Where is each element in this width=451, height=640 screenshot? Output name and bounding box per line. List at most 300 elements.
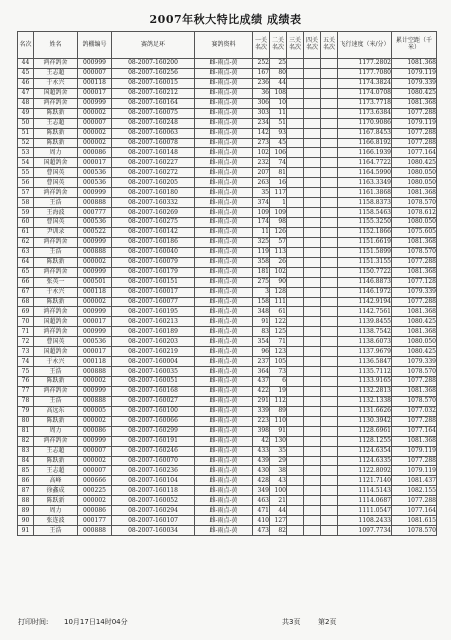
cell-stage4	[304, 426, 321, 436]
cell-speed: 1132.1338	[338, 396, 392, 406]
table-row	[18, 227, 437, 237]
cell-stage4	[304, 247, 321, 257]
cell-name: 王浩	[34, 198, 78, 208]
cell-name: 鸿祥鸽舍	[34, 436, 78, 446]
cell-distance: 1077.288	[392, 377, 437, 387]
cell-distance: 1081.368	[392, 188, 437, 198]
cell-stage2: 91	[270, 426, 287, 436]
cell-pigeon-info: 雌-雨点-黄	[195, 426, 253, 436]
cell-stage1: 439	[253, 456, 270, 466]
cell-rank: 48	[18, 98, 34, 108]
cell-ring: 08-2007-160142	[112, 227, 195, 237]
cell-rank: 50	[18, 118, 34, 128]
cell-loft-id: 000522	[78, 227, 112, 237]
cell-name: 陈跃新	[34, 297, 78, 307]
cell-stage5	[321, 476, 338, 486]
cell-ring: 08-2007-160027	[112, 396, 195, 406]
cell-stage5	[321, 267, 338, 277]
cell-ring: 08-2007-160075	[112, 108, 195, 118]
cell-pigeon-info: 雌-雨点-黄	[195, 456, 253, 466]
cell-stage2: 38	[270, 466, 287, 476]
cell-rank: 91	[18, 526, 34, 536]
cell-stage5	[321, 247, 338, 257]
table-row	[18, 148, 437, 158]
cell-stage1: 325	[253, 237, 270, 247]
cell-name: 王志超	[34, 466, 78, 476]
cell-distance: 1080.050	[392, 218, 437, 228]
cell-stage4	[304, 168, 321, 178]
cell-pigeon-info: 雌-雨点-黄	[195, 307, 253, 317]
cell-stage1: 83	[253, 327, 270, 337]
cell-rank: 60	[18, 218, 34, 228]
cell-pigeon-info: 雌-雨点-黄	[195, 386, 253, 396]
cell-stage4	[304, 227, 321, 237]
cell-stage3	[287, 267, 304, 277]
cell-name: 周力	[34, 426, 78, 436]
cell-distance: 1080.425	[392, 158, 437, 168]
cell-ring: 08-2007-160227	[112, 158, 195, 168]
cell-ring: 08-2007-160272	[112, 168, 195, 178]
cell-rank: 68	[18, 297, 34, 307]
cell-stage4	[304, 178, 321, 188]
table-row	[18, 98, 437, 108]
cell-speed: 1146.1972	[338, 287, 392, 297]
page-title: 2007年秋大特比成绩 成绩表	[149, 13, 302, 26]
cell-rank: 83	[18, 446, 34, 456]
table-row	[18, 327, 437, 337]
cell-stage1: 374	[253, 198, 270, 208]
cell-distance: 1077.288	[392, 297, 437, 307]
cell-name: 王浩	[34, 396, 78, 406]
cell-stage3	[287, 247, 304, 257]
cell-stage4	[304, 148, 321, 158]
cell-name: 于永兴	[34, 357, 78, 367]
cell-loft-id: 000005	[78, 406, 112, 416]
cell-stage5	[321, 386, 338, 396]
cell-stage4	[304, 208, 321, 218]
cell-ring: 08-2007-160299	[112, 426, 195, 436]
table-row	[18, 267, 437, 277]
cell-pigeon-info: 雌-雨点-黄	[195, 59, 253, 69]
cell-stage2: 35	[270, 446, 287, 456]
cell-stage3	[287, 59, 304, 69]
results-table	[17, 31, 437, 536]
cell-loft-id: 000002	[78, 377, 112, 387]
col-header-ring: 赛鸽足环	[112, 32, 195, 59]
cell-stage3	[287, 188, 304, 198]
cell-pigeon-info: 雌-雨点-黄	[195, 257, 253, 267]
cell-stage2: 81	[270, 168, 287, 178]
cell-pigeon-info: 雌-雨点-黄	[195, 476, 253, 486]
cell-stage5	[321, 168, 338, 178]
cell-distance: 1077.288	[392, 257, 437, 267]
cell-stage2: 108	[270, 88, 287, 98]
cell-distance: 1077.164	[392, 426, 437, 436]
cell-pigeon-info: 雌-雨点-黄	[195, 208, 253, 218]
cell-stage3	[287, 227, 304, 237]
cell-rank: 70	[18, 317, 34, 327]
cell-ring: 08-2007-160246	[112, 446, 195, 456]
cell-stage2: 6	[270, 377, 287, 387]
cell-stage1: 252	[253, 59, 270, 69]
cell-loft-id: 000177	[78, 516, 112, 526]
cell-loft-id: 000888	[78, 247, 112, 257]
cell-stage5	[321, 148, 338, 158]
cell-stage4	[304, 59, 321, 69]
cell-loft-id: 000118	[78, 287, 112, 297]
cell-stage1: 158	[253, 297, 270, 307]
cell-rank: 82	[18, 436, 34, 446]
table-row	[18, 436, 437, 446]
cell-pigeon-info: 雌-雨点-黄	[195, 436, 253, 446]
col-header-stage4: 四关名次	[304, 32, 321, 59]
cell-rank: 47	[18, 88, 34, 98]
cell-distance: 1077.164	[392, 506, 437, 516]
cell-stage2: 29	[270, 456, 287, 466]
cell-stage4	[304, 347, 321, 357]
cell-name: 鸿祥鸽舍	[34, 327, 78, 337]
cell-distance: 1077.288	[392, 416, 437, 426]
cell-stage4	[304, 108, 321, 118]
cell-stage4	[304, 188, 321, 198]
cell-stage2: 100	[270, 486, 287, 496]
cell-stage5	[321, 257, 338, 267]
cell-stage5	[321, 466, 338, 476]
cell-stage1: 42	[253, 436, 270, 446]
cell-name: 王志超	[34, 68, 78, 78]
cell-stage2: 89	[270, 406, 287, 416]
cell-stage1: 349	[253, 486, 270, 496]
cell-stage2: 106	[270, 148, 287, 158]
cell-name: 周力	[34, 148, 78, 158]
cell-name: 于永兴	[34, 78, 78, 88]
table-row	[18, 456, 437, 466]
cell-stage4	[304, 307, 321, 317]
cell-speed: 1163.3349	[338, 178, 392, 188]
cell-loft-id: 000777	[78, 208, 112, 218]
cell-stage4	[304, 496, 321, 506]
cell-stage1: 167	[253, 68, 270, 78]
cell-pigeon-info: 雌-雨点-黄	[195, 297, 253, 307]
cell-distance: 1078.570	[392, 198, 437, 208]
cell-stage2: 112	[270, 396, 287, 406]
table-row	[18, 208, 437, 218]
cell-stage1: 291	[253, 396, 270, 406]
cell-name: 王浩	[34, 526, 78, 536]
table-row	[18, 347, 437, 357]
cell-pigeon-info: 雌-雨点-黄	[195, 237, 253, 247]
cell-ring: 08-2007-160186	[112, 237, 195, 247]
cell-ring: 08-2007-160107	[112, 516, 195, 526]
cell-distance: 1075.605	[392, 227, 437, 237]
cell-rank: 72	[18, 337, 34, 347]
cell-name: 曹国英	[34, 218, 78, 228]
cell-speed: 1173.6384	[338, 108, 392, 118]
table-row	[18, 178, 437, 188]
cell-ring: 08-2007-160332	[112, 198, 195, 208]
cell-stage5	[321, 68, 338, 78]
cell-stage2: 19	[270, 386, 287, 396]
cell-pigeon-info: 雌-雨点-黄	[195, 396, 253, 406]
cell-distance: 1081.368	[392, 98, 437, 108]
table-row	[18, 88, 437, 98]
cell-stage4	[304, 88, 321, 98]
cell-stage2: 130	[270, 436, 287, 446]
cell-loft-id: 000999	[78, 267, 112, 277]
cell-stage1: 102	[253, 148, 270, 158]
cell-stage1: 364	[253, 367, 270, 377]
cell-ring: 08-2007-160294	[112, 506, 195, 516]
cell-stage1: 273	[253, 138, 270, 148]
cell-stage1: 207	[253, 168, 270, 178]
cell-stage3	[287, 496, 304, 506]
cell-name: 国超鸽舍	[34, 158, 78, 168]
table-row	[18, 128, 437, 138]
cell-rank: 88	[18, 496, 34, 506]
cell-stage3	[287, 257, 304, 267]
col-header-pigeon-info: 赛鸽资料	[195, 32, 253, 59]
cell-loft-id: 000999	[78, 59, 112, 69]
cell-stage1: 303	[253, 108, 270, 118]
cell-stage1: 473	[253, 526, 270, 536]
cell-name: 陈跃新	[34, 456, 78, 466]
cell-loft-id: 000888	[78, 198, 112, 208]
cell-distance: 1081.368	[392, 386, 437, 396]
cell-stage5	[321, 377, 338, 387]
cell-pigeon-info: 雌-雨点-黄	[195, 347, 253, 357]
cell-stage4	[304, 267, 321, 277]
cell-stage4	[304, 406, 321, 416]
cell-speed: 1097.7734	[338, 526, 392, 536]
cell-stage4	[304, 466, 321, 476]
cell-speed: 1121.7140	[338, 476, 392, 486]
cell-stage5	[321, 396, 338, 406]
cell-stage4	[304, 68, 321, 78]
cell-stage3	[287, 416, 304, 426]
cell-distance: 1081.368	[392, 307, 437, 317]
cell-distance: 1079.339	[392, 357, 437, 367]
table-row	[18, 526, 437, 536]
cell-stage4	[304, 377, 321, 387]
cell-distance: 1081.368	[392, 327, 437, 337]
cell-distance: 1080.050	[392, 178, 437, 188]
cell-rank: 52	[18, 138, 34, 148]
cell-rank: 56	[18, 178, 34, 188]
cell-loft-id: 000086	[78, 506, 112, 516]
table-row	[18, 406, 437, 416]
cell-loft-id: 000501	[78, 277, 112, 287]
cell-stage3	[287, 168, 304, 178]
cell-stage4	[304, 198, 321, 208]
cell-pigeon-info: 雌-雨点-黄	[195, 486, 253, 496]
cell-loft-id: 000086	[78, 426, 112, 436]
table-row	[18, 516, 437, 526]
cell-ring: 08-2007-160168	[112, 386, 195, 396]
cell-name: 鸿祥鸽舍	[34, 59, 78, 69]
cell-rank: 66	[18, 277, 34, 287]
col-header-stage1: 一关名次	[253, 32, 270, 59]
cell-stage5	[321, 317, 338, 327]
cell-distance: 1080.425	[392, 347, 437, 357]
cell-stage4	[304, 506, 321, 516]
table-row	[18, 158, 437, 168]
cell-rank: 73	[18, 347, 34, 357]
cell-stage4	[304, 297, 321, 307]
cell-stage4	[304, 237, 321, 247]
cell-name: 陈跃新	[34, 138, 78, 148]
table-row	[18, 277, 437, 287]
cell-distance: 1081.368	[392, 237, 437, 247]
cell-stage2: 71	[270, 337, 287, 347]
cell-loft-id: 000536	[78, 218, 112, 228]
cell-stage3	[287, 108, 304, 118]
cell-stage1: 463	[253, 496, 270, 506]
cell-stage4	[304, 257, 321, 267]
cell-stage3	[287, 406, 304, 416]
cell-stage1: 36	[253, 88, 270, 98]
cell-loft-id: 000999	[78, 386, 112, 396]
cell-stage5	[321, 506, 338, 516]
cell-pigeon-info: 雌-雨点-黄	[195, 406, 253, 416]
cell-pigeon-info: 雌-雨点-黄	[195, 267, 253, 277]
cell-stage1: 237	[253, 357, 270, 367]
cell-distance: 1081.368	[392, 267, 437, 277]
table-row	[18, 287, 437, 297]
col-header-stage5: 五关名次	[321, 32, 338, 59]
cell-speed: 1108.2433	[338, 516, 392, 526]
cell-speed: 1139.8455	[338, 317, 392, 327]
cell-speed: 1142.9194	[338, 297, 392, 307]
cell-loft-id: 000666	[78, 476, 112, 486]
cell-stage3	[287, 347, 304, 357]
table-row	[18, 138, 437, 148]
cell-loft-id: 000999	[78, 98, 112, 108]
cell-stage4	[304, 436, 321, 446]
cell-stage4	[304, 128, 321, 138]
cell-stage3	[287, 337, 304, 347]
cell-stage4	[304, 327, 321, 337]
cell-ring: 08-2007-160078	[112, 138, 195, 148]
cell-loft-id: 000007	[78, 446, 112, 456]
cell-distance: 1081.615	[392, 516, 437, 526]
cell-distance: 1081.368	[392, 59, 437, 69]
cell-speed: 1128.1255	[338, 436, 392, 446]
cell-stage1: 348	[253, 307, 270, 317]
cell-speed: 1114.5143	[338, 486, 392, 496]
cell-stage2: 90	[270, 277, 287, 287]
cell-pigeon-info: 雌-雨点-黄	[195, 506, 253, 516]
cell-speed: 1155.3250	[338, 218, 392, 228]
cell-ring: 08-2007-160236	[112, 466, 195, 476]
cell-stage2: 44	[270, 506, 287, 516]
cell-stage5	[321, 416, 338, 426]
cell-stage5	[321, 198, 338, 208]
cell-stage5	[321, 178, 338, 188]
cell-ring: 08-2007-160189	[112, 327, 195, 337]
cell-stage2: 113	[270, 247, 287, 257]
cell-loft-id: 000002	[78, 128, 112, 138]
table-row	[18, 188, 437, 198]
cell-stage1: 437	[253, 377, 270, 387]
cell-rank: 86	[18, 476, 34, 486]
cell-loft-id: 000007	[78, 466, 112, 476]
cell-speed: 1151.6619	[338, 237, 392, 247]
cell-pigeon-info: 雌-雨点-黄	[195, 88, 253, 98]
cell-loft-id: 000999	[78, 327, 112, 337]
cell-stage5	[321, 59, 338, 69]
cell-speed: 1151.3155	[338, 257, 392, 267]
cell-stage4	[304, 526, 321, 536]
page-number: 第2页	[318, 618, 337, 626]
cell-speed: 1173.7718	[338, 98, 392, 108]
cell-stage3	[287, 287, 304, 297]
cell-name: 鸿祥鸽舍	[34, 237, 78, 247]
cell-ring: 08-2007-160164	[112, 98, 195, 108]
col-header-distance: 累计空距（千米）	[392, 32, 437, 59]
cell-distance: 1079.119	[392, 118, 437, 128]
cell-distance: 1079.119	[392, 466, 437, 476]
cell-distance: 1077.164	[392, 148, 437, 158]
cell-stage1: 354	[253, 337, 270, 347]
cell-loft-id: 000118	[78, 357, 112, 367]
cell-pigeon-info: 雌-雨点-黄	[195, 218, 253, 228]
cell-pigeon-info: 雌-雨点-黄	[195, 277, 253, 287]
table-row	[18, 198, 437, 208]
cell-distance: 1080.050	[392, 337, 437, 347]
cell-speed: 1152.1866	[338, 227, 392, 237]
cell-speed: 1133.9165	[338, 377, 392, 387]
cell-pigeon-info: 雌-雨点-黄	[195, 526, 253, 536]
cell-stage5	[321, 516, 338, 526]
cell-distance: 1077.128	[392, 277, 437, 287]
cell-stage2: 93	[270, 128, 287, 138]
cell-ring: 08-2007-160203	[112, 337, 195, 347]
cell-loft-id: 000007	[78, 68, 112, 78]
cell-name: 鸿祥鸽舍	[34, 307, 78, 317]
table-row	[18, 377, 437, 387]
cell-pigeon-info: 雌-雨点-黄	[195, 516, 253, 526]
cell-speed: 1130.3942	[338, 416, 392, 426]
col-header-rank: 名次	[18, 32, 34, 59]
cell-rank: 57	[18, 188, 34, 198]
cell-stage4	[304, 277, 321, 287]
cell-rank: 79	[18, 406, 34, 416]
cell-name: 鸿祥鸽舍	[34, 386, 78, 396]
total-pages: 共3页	[282, 618, 301, 626]
cell-stage2: 11	[270, 108, 287, 118]
cell-rank: 44	[18, 59, 34, 69]
table-row	[18, 367, 437, 377]
cell-stage1: 430	[253, 466, 270, 476]
cell-speed: 1167.8453	[338, 128, 392, 138]
table-row	[18, 416, 437, 426]
cell-stage2: 123	[270, 347, 287, 357]
cell-stage2: 109	[270, 208, 287, 218]
cell-stage1: 433	[253, 446, 270, 456]
cell-stage4	[304, 446, 321, 456]
cell-ring: 08-2007-160219	[112, 347, 195, 357]
cell-name: 陈跃新	[34, 377, 78, 387]
cell-speed: 1164.7722	[338, 158, 392, 168]
cell-speed: 1164.5990	[338, 168, 392, 178]
cell-name: 张英一	[34, 277, 78, 287]
cell-distance: 1077.288	[392, 138, 437, 148]
cell-stage5	[321, 218, 338, 228]
cell-distance: 1079.119	[392, 446, 437, 456]
cell-stage4	[304, 386, 321, 396]
cell-loft-id: 000017	[78, 317, 112, 327]
cell-speed: 1124.6354	[338, 446, 392, 456]
